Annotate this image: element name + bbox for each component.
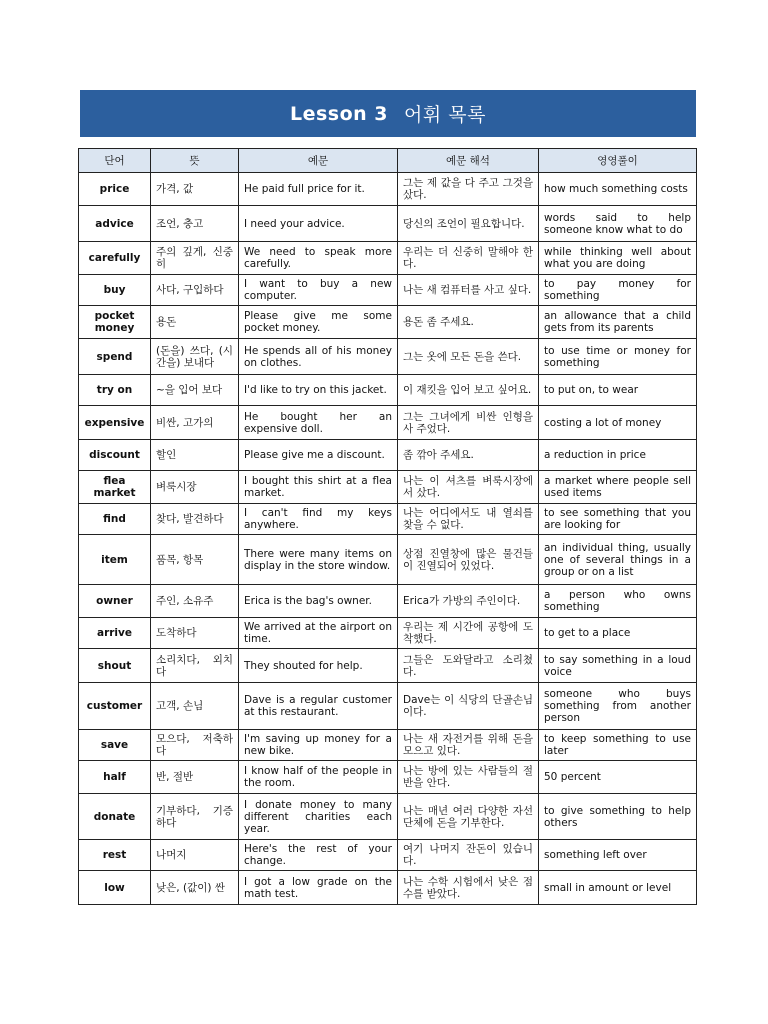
vocab-definition: a person who owns something xyxy=(539,585,697,618)
vocab-word: half xyxy=(79,761,151,794)
table-row xyxy=(79,440,697,471)
vocab-word: customer xyxy=(79,683,151,730)
table-row xyxy=(79,242,697,275)
vocab-word: flea market xyxy=(79,471,151,504)
vocab-translation: 용돈 좀 주세요. xyxy=(398,306,539,339)
vocab-example: Erica is the bag's owner. xyxy=(239,585,398,618)
vocab-meaning: 사다, 구입하다 xyxy=(151,275,239,306)
table-row xyxy=(79,504,697,535)
vocab-translation: Dave는 이 식당의 단골손님이다. xyxy=(398,683,539,730)
vocab-word: buy xyxy=(79,275,151,306)
header-definition: 영영풀이 xyxy=(539,149,697,173)
vocab-word: arrive xyxy=(79,618,151,649)
vocab-word: shout xyxy=(79,649,151,683)
vocab-example: I'm saving up money for a new bike. xyxy=(239,730,398,761)
vocab-example: They shouted for help. xyxy=(239,649,398,683)
vocab-meaning: 품목, 항목 xyxy=(151,535,239,585)
vocab-translation: 당신의 조언이 필요합니다. xyxy=(398,206,539,242)
vocab-definition: something left over xyxy=(539,840,697,871)
vocab-translation: 그는 제 값을 다 주고 그것을 샀다. xyxy=(398,173,539,206)
vocab-meaning: 나머지 xyxy=(151,840,239,871)
vocab-definition: an allowance that a child gets from its parents xyxy=(539,306,697,339)
vocab-meaning: 벼룩시장 xyxy=(151,471,239,504)
vocab-example: He paid full price for it. xyxy=(239,173,398,206)
vocab-translation: 나는 매년 여러 다양한 자선 단체에 돈을 기부한다. xyxy=(398,794,539,840)
vocab-definition: small in amount or level xyxy=(539,871,697,905)
vocab-word: advice xyxy=(79,206,151,242)
vocab-translation: 상점 진열창에 많은 물건들이 진열되어 있었다. xyxy=(398,535,539,585)
vocab-word: rest xyxy=(79,840,151,871)
table-row xyxy=(79,761,697,794)
vocab-example: I can't find my keys anywhere. xyxy=(239,504,398,535)
vocab-example: There were many items on display in the store window. xyxy=(239,535,398,585)
table-row xyxy=(79,471,697,504)
vocab-word: find xyxy=(79,504,151,535)
vocab-translation: 우리는 제 시간에 공항에 도착했다. xyxy=(398,618,539,649)
vocab-translation: 나는 새 컴퓨터를 사고 싶다. xyxy=(398,275,539,306)
vocab-translation: 나는 새 자전거를 위해 돈을 모으고 있다. xyxy=(398,730,539,761)
header-translation: 예문 해석 xyxy=(398,149,539,173)
vocab-word: low xyxy=(79,871,151,905)
vocab-definition: 50 percent xyxy=(539,761,697,794)
vocab-example: I'd like to try on this jacket. xyxy=(239,375,398,406)
vocab-definition: a reduction in price xyxy=(539,440,697,471)
table-header-row xyxy=(79,149,697,173)
vocab-definition: words said to help someone know what to do xyxy=(539,206,697,242)
vocab-translation: Erica가 가방의 주인이다. xyxy=(398,585,539,618)
vocab-definition: a market where people sell used items xyxy=(539,471,697,504)
vocab-meaning: 도착하다 xyxy=(151,618,239,649)
vocab-word: item xyxy=(79,535,151,585)
lesson-title-banner xyxy=(80,90,696,137)
vocab-meaning: 낮은, (값이) 싼 xyxy=(151,871,239,905)
vocab-definition: how much something costs xyxy=(539,173,697,206)
table-row xyxy=(79,871,697,905)
vocab-word: price xyxy=(79,173,151,206)
vocab-word: owner xyxy=(79,585,151,618)
table-row xyxy=(79,730,697,761)
vocab-meaning: 가격, 값 xyxy=(151,173,239,206)
vocab-definition: to get to a place xyxy=(539,618,697,649)
vocab-word: donate xyxy=(79,794,151,840)
vocab-meaning: (돈을) 쓰다, (시간을) 보내다 xyxy=(151,339,239,375)
table-row xyxy=(79,173,697,206)
vocab-example: Please give me a discount. xyxy=(239,440,398,471)
vocab-example: Please give me some pocket money. xyxy=(239,306,398,339)
vocab-meaning: 찾다, 발견하다 xyxy=(151,504,239,535)
vocab-example: I got a low grade on the math test. xyxy=(239,871,398,905)
table-row xyxy=(79,375,697,406)
vocab-definition: to pay money for something xyxy=(539,275,697,306)
vocab-translation: 좀 깎아 주세요. xyxy=(398,440,539,471)
vocab-definition: to use time or money for something xyxy=(539,339,697,375)
vocab-example: I donate money to many different charities each year. xyxy=(239,794,398,840)
vocab-word: discount xyxy=(79,440,151,471)
vocab-meaning: 조언, 충고 xyxy=(151,206,239,242)
header-example: 예문 xyxy=(239,149,398,173)
lesson-title: Lesson 3 xyxy=(290,102,389,125)
table-row xyxy=(79,306,697,339)
table-row xyxy=(79,840,697,871)
vocab-meaning: 비싼, 고가의 xyxy=(151,406,239,440)
vocab-definition: costing a lot of money xyxy=(539,406,697,440)
vocab-translation: 이 재킷을 입어 보고 싶어요. xyxy=(398,375,539,406)
vocab-translation: 그는 옷에 모든 돈을 쓴다. xyxy=(398,339,539,375)
vocab-definition: to keep something to use later xyxy=(539,730,697,761)
vocab-word: save xyxy=(79,730,151,761)
vocab-translation: 그들은 도와달라고 소리쳤다. xyxy=(398,649,539,683)
table-row xyxy=(79,275,697,306)
vocabulary-table xyxy=(78,148,697,905)
vocab-example: Here's the rest of your change. xyxy=(239,840,398,871)
vocab-meaning: 고객, 손님 xyxy=(151,683,239,730)
vocab-meaning: 용돈 xyxy=(151,306,239,339)
vocab-meaning: 할인 xyxy=(151,440,239,471)
vocab-translation: 여기 나머지 잔돈이 있습니다. xyxy=(398,840,539,871)
vocab-definition: to say something in a loud voice xyxy=(539,649,697,683)
vocab-meaning: 기부하다, 기증하다 xyxy=(151,794,239,840)
table-row xyxy=(79,535,697,585)
vocab-translation: 우리는 더 신중히 말해야 한다. xyxy=(398,242,539,275)
table-row xyxy=(79,649,697,683)
vocab-translation: 그는 그녀에게 비싼 인형을 사 주었다. xyxy=(398,406,539,440)
vocab-definition: to put on, to wear xyxy=(539,375,697,406)
vocab-example: He bought her an expensive doll. xyxy=(239,406,398,440)
vocab-word: try on xyxy=(79,375,151,406)
vocabulary-table-body xyxy=(79,173,697,905)
vocab-meaning: 모으다, 저축하다 xyxy=(151,730,239,761)
vocab-translation: 나는 방에 있는 사람들의 절반을 안다. xyxy=(398,761,539,794)
table-row xyxy=(79,794,697,840)
vocab-meaning: 주인, 소유주 xyxy=(151,585,239,618)
vocab-example: Dave is a regular customer at this restaurant. xyxy=(239,683,398,730)
table-row xyxy=(79,339,697,375)
vocab-example: I need your advice. xyxy=(239,206,398,242)
table-row xyxy=(79,585,697,618)
vocab-word: pocket money xyxy=(79,306,151,339)
vocab-definition: an individual thing, usually one of several things in a group or on a list xyxy=(539,535,697,585)
header-word: 단어 xyxy=(79,149,151,173)
vocab-word: carefully xyxy=(79,242,151,275)
vocab-meaning: 소리치다, 외치다 xyxy=(151,649,239,683)
header-meaning: 뜻 xyxy=(151,149,239,173)
vocab-example: I know half of the people in the room. xyxy=(239,761,398,794)
vocab-example: I want to buy a new computer. xyxy=(239,275,398,306)
vocab-translation: 나는 이 셔츠를 벼룩시장에서 샀다. xyxy=(398,471,539,504)
vocab-meaning: 주의 깊게, 신중히 xyxy=(151,242,239,275)
table-row xyxy=(79,618,697,649)
vocab-definition: to see something that you are looking for xyxy=(539,504,697,535)
vocab-definition: while thinking well about what you are doing xyxy=(539,242,697,275)
vocab-word: expensive xyxy=(79,406,151,440)
vocab-word: spend xyxy=(79,339,151,375)
vocab-definition: to give something to help others xyxy=(539,794,697,840)
vocab-example: We arrived at the airport on time. xyxy=(239,618,398,649)
vocab-example: He spends all of his money on clothes. xyxy=(239,339,398,375)
table-row xyxy=(79,683,697,730)
table-row xyxy=(79,406,697,440)
vocab-meaning: 반, 절반 xyxy=(151,761,239,794)
vocab-translation: 나는 어디에서도 내 열쇠를 찾을 수 없다. xyxy=(398,504,539,535)
vocab-meaning: ~을 입어 보다 xyxy=(151,375,239,406)
vocab-definition: someone who buys something from another person xyxy=(539,683,697,730)
vocab-example: I bought this shirt at a flea market. xyxy=(239,471,398,504)
vocab-translation: 나는 수학 시험에서 낮은 점수를 받았다. xyxy=(398,871,539,905)
table-row xyxy=(79,206,697,242)
vocab-example: We need to speak more carefully. xyxy=(239,242,398,275)
lesson-subtitle: 어휘 목록 xyxy=(404,104,486,126)
